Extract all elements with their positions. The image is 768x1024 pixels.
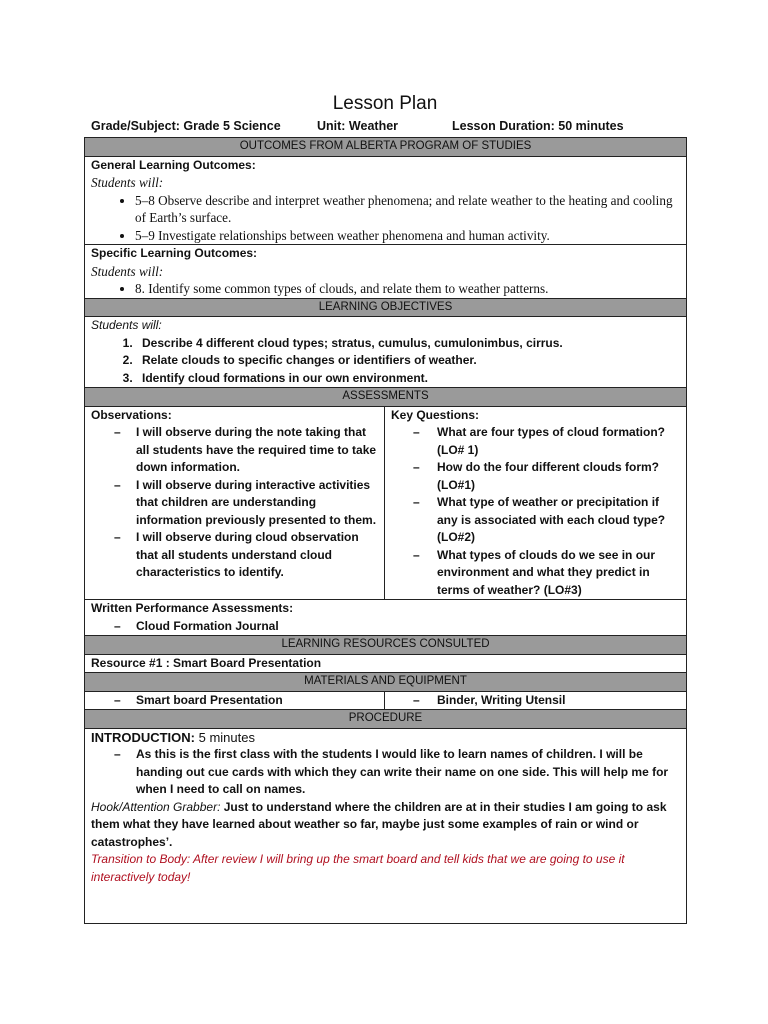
written-assessments-cell (85, 600, 687, 636)
list-item: – Binder, Writing Utensil (391, 692, 680, 710)
list-item: 3. Identify cloud formations in our own environment. (136, 370, 680, 388)
key-questions-cell (385, 406, 687, 600)
list-item: – As this is the first class with the students I would like to learn names of children. I will be handing out cue cards with which they can write their name on one side. This will help me for when I need to call on names. (91, 746, 680, 799)
objectives-list (91, 335, 680, 388)
list-item: – I will observe during the note taking that all students have the required time to take down information. (91, 424, 378, 477)
outcomes-header: OUTCOMES FROM ALBERTA PROGRAM OF STUDIES (85, 138, 687, 157)
resources-header: LEARNING RESOURCES CONSULTED (85, 636, 687, 655)
specific-outcomes-cell (85, 245, 687, 299)
specific-students-will: Students will: (91, 263, 164, 279)
list-item: – What types of clouds do we see in our environment and what they predict in terms of weather? (LO#3) (391, 547, 680, 600)
list-item: – What are four types of cloud formation? (LO# 1) (391, 424, 680, 459)
lesson-duration: Lesson Duration: 50 minutes (452, 119, 624, 133)
list-item: 1. Describe 4 different cloud types; stratus, cumulus, cumulonimbus, cirrus. (136, 335, 680, 353)
transition-text: Transition to Body: After review I will bring up the smart board and tell kids that we are going to use it interactively today! (91, 852, 625, 884)
resource-item: Resource #1 : Smart Board Presentation (85, 654, 687, 673)
list-item: – I will observe during interactive activities that children are understanding information previously presented to them. (91, 477, 378, 530)
objectives-cell (85, 317, 687, 388)
grade-subject: Grade/Subject: Grade 5 Science (91, 119, 281, 133)
assessments-header: ASSESSMENTS (85, 388, 687, 407)
general-students-will: Students will: (91, 175, 164, 190)
list-item: • 8. Identify some common types of clouds, and relate them to weather patterns. (135, 280, 680, 298)
hook-label: Hook/Attention Grabber: (91, 799, 221, 814)
key-questions-label: Key Questions: (391, 407, 480, 422)
observations-cell (85, 406, 385, 600)
introduction-time: 5 minutes (195, 729, 255, 745)
list-item: 2. Relate clouds to specific changes or identifiers of weather. (136, 352, 680, 370)
list-item: – Cloud Formation Journal (91, 618, 680, 636)
page-title: Lesson Plan (332, 93, 438, 114)
procedure-cell (85, 728, 687, 923)
procedure-header: PROCEDURE (85, 710, 687, 729)
general-outcomes-label: General Learning Outcomes: (91, 157, 256, 172)
hook-text: Just to understand where the children are at in their studies I am going to ask them what they have learned about weather so far, maybe just some examples of rain or wind or catastrophes’. (91, 799, 667, 849)
lesson-plan-table (84, 137, 687, 924)
specific-outcomes-label: Specific Learning Outcomes: (91, 246, 258, 260)
list-item: – Smart board Presentation (91, 692, 378, 710)
materials-left-cell (85, 691, 385, 710)
general-outcomes-list (91, 192, 680, 245)
general-outcomes-cell (85, 156, 687, 245)
list-item: – How do the four different clouds form? (LO#1) (391, 459, 680, 494)
introduction-label: INTRODUCTION: (91, 729, 195, 745)
specific-outcomes-list (91, 280, 680, 298)
list-item: • 5–9 Investigate relationships between weather phenomena and human activity. (135, 227, 680, 245)
materials-header: MATERIALS AND EQUIPMENT (85, 673, 687, 692)
objectives-header: LEARNING OBJECTIVES (85, 298, 687, 317)
objectives-students-will: Students will: (91, 318, 162, 332)
materials-right-cell (385, 691, 687, 710)
unit: Unit: Weather (317, 119, 399, 133)
list-item: – What type of weather or precipitation if any is associated with each cloud type? (LO#2) (391, 494, 680, 547)
list-item: – I will observe during cloud observation that all students understand cloud characteristics to identify. (91, 529, 378, 582)
observations-label: Observations: (91, 407, 172, 422)
written-assessments-label: Written Performance Assessments: (91, 601, 294, 615)
list-item: • 5–8 Observe describe and interpret weather phenomena; and relate weather to the heating and cooling of Earth’s surface. (135, 192, 680, 227)
